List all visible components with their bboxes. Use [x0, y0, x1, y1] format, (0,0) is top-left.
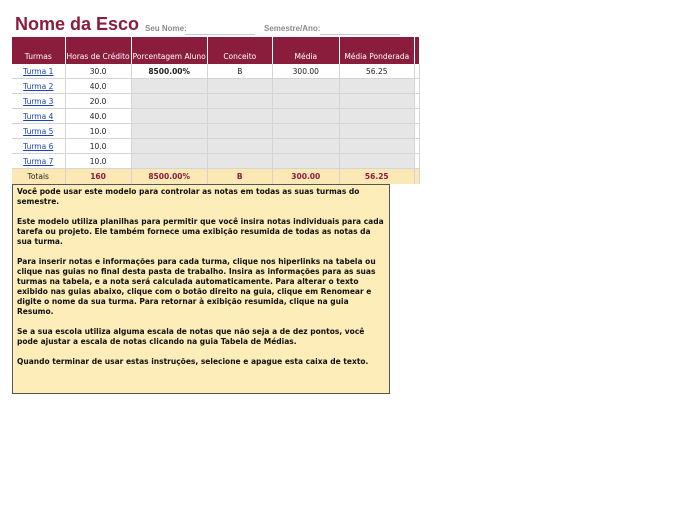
ponderada-cell[interactable] [339, 154, 414, 169]
table-row [12, 139, 419, 154]
grades-table [12, 37, 420, 184]
table-row [12, 94, 419, 109]
table-row [12, 109, 419, 124]
media-cell[interactable] [272, 124, 339, 139]
column-header[interactable]: Turmas [12, 37, 65, 64]
instructions-paragraph: Você pode usar este modelo para controlar as notas em todas as suas turmas do semestre. [17, 187, 360, 206]
totals-porcentagem[interactable]: 8500.00% [131, 169, 207, 185]
name-field[interactable] [185, 34, 255, 35]
media-cell[interactable] [272, 139, 339, 154]
column-header[interactable]: Conceito [207, 37, 272, 64]
column-header[interactable]: Média [272, 37, 339, 64]
edge-cell [414, 109, 419, 124]
page-title: Nome da Esco [15, 14, 140, 34]
semester-field[interactable] [320, 34, 400, 35]
turma-link[interactable]: Turma 4 [23, 111, 54, 121]
horas-cell[interactable]: 30.0 [65, 64, 131, 79]
porcentagem-cell[interactable] [131, 79, 207, 94]
media-cell[interactable]: 300.00 [272, 64, 339, 79]
totals-row [12, 169, 419, 185]
table-row [12, 79, 419, 94]
horas-cell[interactable]: 40.0 [65, 109, 131, 124]
edge-cell [414, 154, 419, 169]
edge-cell [414, 64, 419, 79]
column-header[interactable]: Horas de Crédito [65, 37, 131, 64]
porcentagem-cell[interactable] [131, 109, 207, 124]
horas-cell[interactable]: 10.0 [65, 154, 131, 169]
media-cell[interactable] [272, 154, 339, 169]
edge-cell [414, 139, 419, 154]
ponderada-cell[interactable] [339, 79, 414, 94]
instructions-textbox[interactable] [12, 184, 390, 394]
turma-link[interactable]: Turma 3 [23, 96, 54, 106]
turma-link[interactable]: Turma 7 [23, 156, 54, 166]
column-header-edge [414, 37, 419, 64]
conceito-cell[interactable]: B [207, 64, 272, 79]
turma-link[interactable]: Turma 5 [23, 126, 54, 136]
media-cell[interactable] [272, 94, 339, 109]
edge-cell [414, 124, 419, 139]
name-label: Seu Nome: [145, 24, 187, 33]
table-header-row [12, 37, 419, 64]
horas-cell[interactable]: 10.0 [65, 124, 131, 139]
instructions-paragraph: Este modelo utiliza planilhas para permitir que você insira notas individuais para cada tarefa ou projeto. Ele também fornece uma exibição resumida de todas as notas da sua turma. [17, 217, 384, 246]
totals-horas[interactable]: 160 [65, 169, 131, 185]
conceito-cell[interactable] [207, 124, 272, 139]
media-cell[interactable] [272, 109, 339, 124]
porcentagem-cell[interactable] [131, 94, 207, 109]
table-row [12, 64, 419, 79]
instructions-paragraph: Para inserir notas e informações para cada turma, clique nos hiperlinks na tabela ou clique nas guias no final desta pasta de trabalho. Insira as informações para as suas turmas na tabela, e a nota será calculada automaticamente. Para alterar o texto exibido nas guias abaixo, clique com o botão direito na guia, clique em Renomear e digite o nome da sua turma. Para retornar à exibição resumida, clique na guia Resumo. [17, 257, 376, 316]
horas-cell[interactable]: 20.0 [65, 94, 131, 109]
conceito-cell[interactable] [207, 94, 272, 109]
edge-cell [414, 79, 419, 94]
instructions-paragraph: Quando terminar de usar estas instruções, selecione e apague esta caixa de texto. [17, 357, 369, 366]
porcentagem-cell[interactable] [131, 124, 207, 139]
totals-media[interactable]: 300.00 [272, 169, 339, 185]
ponderada-cell[interactable] [339, 94, 414, 109]
porcentagem-cell[interactable] [131, 139, 207, 154]
horas-cell[interactable]: 10.0 [65, 139, 131, 154]
table-row [12, 124, 419, 139]
porcentagem-cell[interactable] [131, 154, 207, 169]
ponderada-cell[interactable] [339, 109, 414, 124]
column-header[interactable]: Porcentagem Aluno [131, 37, 207, 64]
turma-link[interactable]: Turma 6 [23, 141, 54, 151]
totals-label: Totais [12, 169, 65, 185]
totals-conceito[interactable]: B [207, 169, 272, 185]
turma-link[interactable]: Turma 2 [23, 81, 54, 91]
totals-ponderada[interactable]: 56.25 [339, 169, 414, 185]
semester-label: Semestre/Ano: [264, 24, 321, 33]
conceito-cell[interactable] [207, 154, 272, 169]
table-row [12, 154, 419, 169]
media-cell[interactable] [272, 79, 339, 94]
ponderada-cell[interactable] [339, 124, 414, 139]
edge-cell [414, 94, 419, 109]
column-header[interactable]: Média Ponderada [339, 37, 414, 64]
porcentagem-cell[interactable]: 8500.00% [131, 64, 207, 79]
turma-link[interactable]: Turma 1 [23, 66, 54, 76]
instructions-paragraph: Se a sua escola utiliza alguma escala de notas que não seja a de dez pontos, você pode ajustar a escala de notas clicando na guia Tabela de Médias. [17, 327, 365, 346]
ponderada-cell[interactable]: 56.25 [339, 64, 414, 79]
conceito-cell[interactable] [207, 109, 272, 124]
conceito-cell[interactable] [207, 79, 272, 94]
conceito-cell[interactable] [207, 139, 272, 154]
ponderada-cell[interactable] [339, 139, 414, 154]
edge-cell [414, 169, 419, 185]
summary-sheet [12, 37, 420, 184]
horas-cell[interactable]: 40.0 [65, 79, 131, 94]
